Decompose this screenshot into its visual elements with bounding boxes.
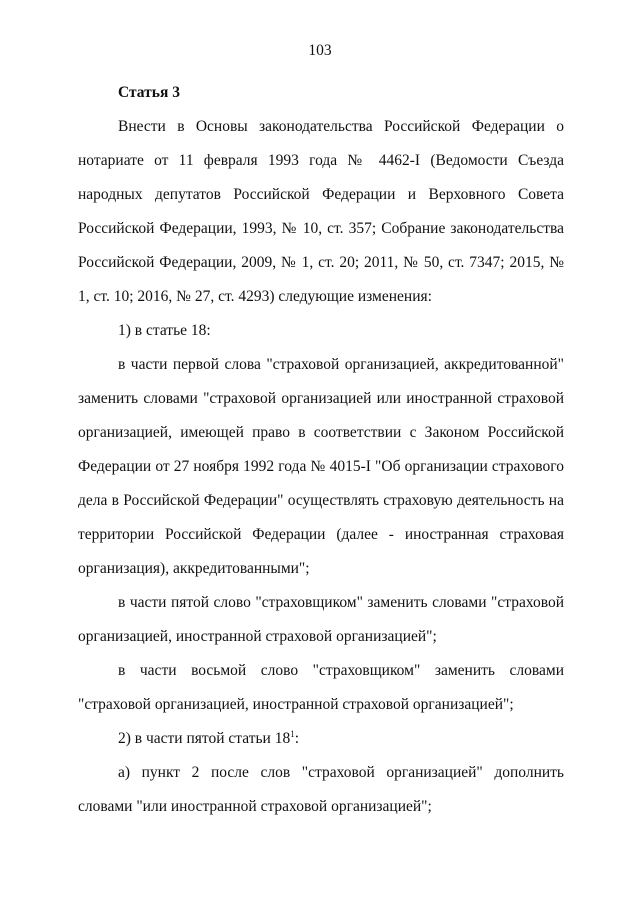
document-body — [78, 76, 564, 824]
article-title: Статья 3 — [118, 84, 180, 101]
paragraph-item-2 — [78, 722, 564, 756]
page-number: 103 — [308, 42, 332, 59]
paragraph-part-five: в части пятой слово "страховщиком" заменить словами "страховой организацией, иностранной страховой организацией"; — [78, 594, 564, 645]
paragraph-part-one: в части первой слова "страховой организацией, аккредитованной" заменить словами "страховой организацией или иностранной страховой организацией, имеющей право в соответствии с Законом Российской Федерации от 27 ноября 1992 года № 4015-I "Об организации страхового дела в Российской Федерации" осуществлять страховую деятельность на территории Российской Федерации (далее - иностранная страховая организация), аккредитованными"; — [78, 356, 564, 577]
paragraph-subitem-a: а) пункт 2 после слов "страховой организацией" дополнить словами "или иностранной страховой организацией"; — [78, 764, 564, 815]
item-2-text: 2) в части пятой статьи 18 — [118, 730, 291, 747]
paragraph-part-eight: в части восьмой слово "страховщиком" заменить словами "страховой организацией, иностранной страховой организацией"; — [78, 662, 564, 713]
item-2-superscript: 1 — [290, 728, 295, 739]
item-2-colon: : — [294, 730, 300, 747]
paragraph-intro: Внести в Основы законодательства Российской Федерации о нотариате от 11 февраля 1993 года № 4462-I (Ведомости Съезда народных депутатов Российской Федерации и Верховного Совета Российской Федерации, 1993, № 10, ст. 357; Собрание законодательства Российской Федерации, 2009, № 1, ст. 20; 2011, № 50, ст. 7347; 2015, № 1, ст. 10; 2016, № 27, ст. 4293) следующие изменения: — [78, 118, 564, 305]
paragraph-item-1: 1) в статье 18: — [118, 322, 211, 339]
